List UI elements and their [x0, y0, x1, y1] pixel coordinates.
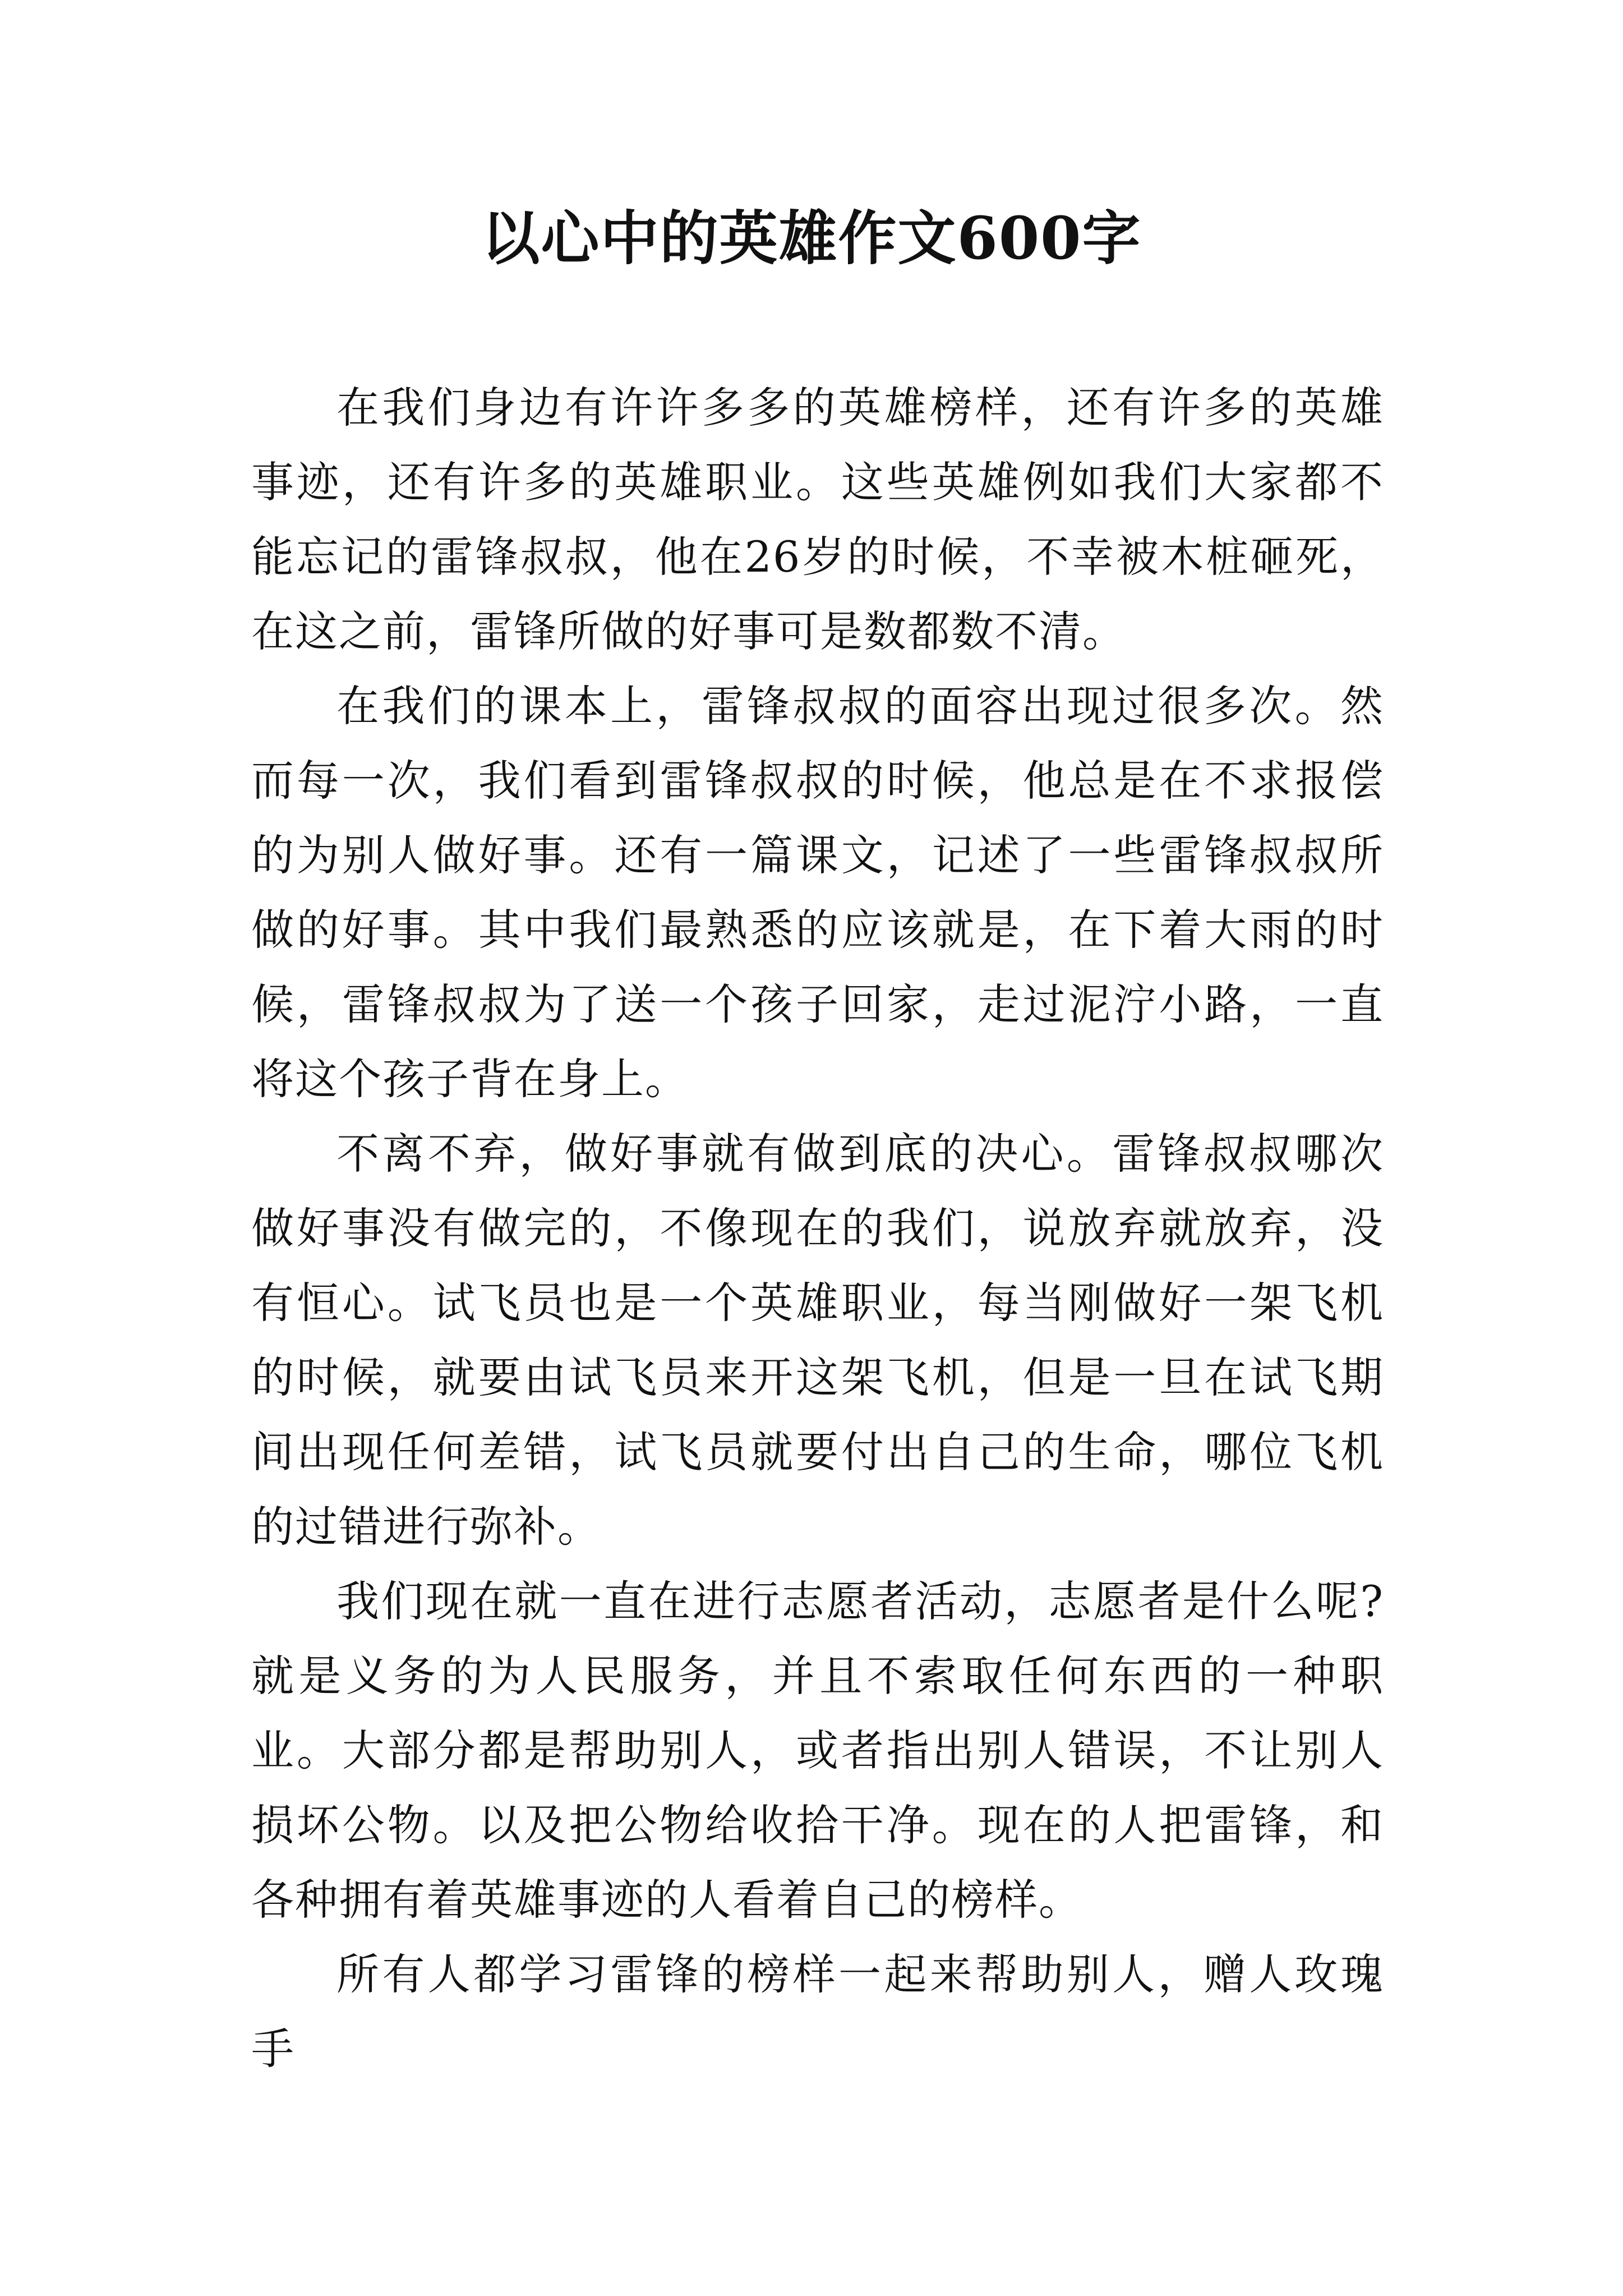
paragraph: 不离不弃，做好事就有做到底的决心。雷锋叔叔哪次做好事没有做完的，不像现在的我们，说放弃就放弃，没有恒心。试飞员也是一个英雄职业，每当刚做好一架飞机的时候，就要由试飞员来开这架飞机，但是一旦在试飞期间出现任何差错，试飞员就要付出自己的生命，哪位飞机的过错进行弥补。 — [251, 1129, 1384, 1552]
paragraph: 我们现在就一直在进行志愿者活动，志愿者是什么呢?就是义务的为人民服务，并且不索取任何东西的一种职业。大部分都是帮助别人，或者指出别人错误，不让别人损坏公物。以及把公物给收拾干净。现在的人把雷锋，和各种拥有着英雄事迹的人看着自己的榜样。 — [251, 1576, 1384, 1925]
document-body — [251, 370, 1384, 2086]
paragraph: 在我们的课本上，雷锋叔叔的面容出现过很多次。然而每一次，我们看到雷锋叔叔的时候，他总是在不求报偿的为别人做好事。还有一篇课文，记述了一些雷锋叔叔所做的好事。其中我们最熟悉的应该就是，在下着大雨的时候，雷锋叔叔为了送一个孩子回家，走过泥泞小路，一直将这个孩子背在身上。 — [251, 681, 1384, 1104]
paragraph: 在我们身边有许许多多的英雄榜样，还有许多的英雄事迹，还有许多的英雄职业。这些英雄例如我们大家都不能忘记的雷锋叔叔，他在26岁的时候，不幸被木桩砸死，在这之前，雷锋所做的好事可是数都数不清。 — [251, 383, 1384, 656]
paragraph: 所有人都学习雷锋的榜样一起来帮助别人，赠人玫瑰手 — [251, 1949, 1384, 2074]
document-title: 以心中的英雄作文600字 — [481, 204, 1142, 273]
